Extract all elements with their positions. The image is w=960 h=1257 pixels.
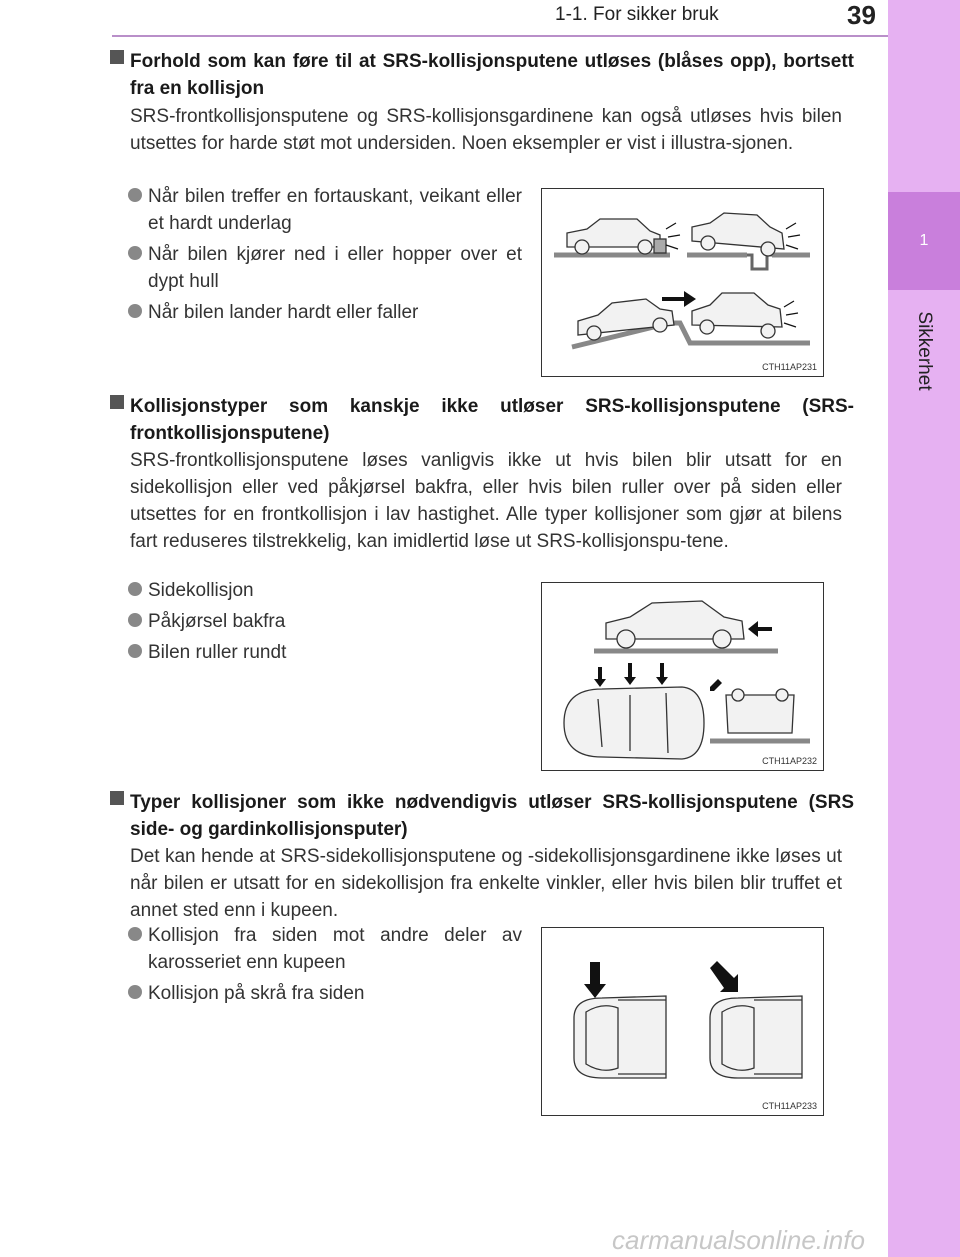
bullet-dot-icon (128, 188, 142, 202)
chapter-label: Sikkerhet (914, 311, 935, 391)
bullet-dot-icon (128, 246, 142, 260)
list-item: Når bilen lander hardt eller faller (128, 299, 522, 326)
list-item: Når bilen treffer en fortauskant, veikant eller et hardt underlag (128, 183, 522, 237)
running-header-section: 1-1. For sikker bruk (555, 4, 719, 25)
heading-square-icon (110, 791, 124, 805)
chapter-number-tab[interactable]: 1 (888, 192, 960, 290)
list-item: Sidekollisjon (128, 577, 522, 604)
bullet-list-1 (128, 183, 522, 330)
section-heading-3: Typer kollisjoner som ikke nødvendigvis utløser SRS-kollisjonsputene (SRS side- og gardinkollisjonsputer) (110, 789, 854, 843)
section-heading-2: Kollisjonstyper som kanskje ikke utløser SRS-kollisjonsputene (SRS-frontkollisjonsputene) (110, 393, 854, 447)
bullet-dot-icon (128, 644, 142, 658)
non-frontal-collisions-illustration (542, 583, 823, 770)
underbody-impact-illustration (542, 189, 823, 376)
list-item: Kollisjon fra siden mot andre deler av karosseriet enn kupeen (128, 922, 522, 976)
figure-non-frontal-collisions (541, 582, 824, 771)
list-item: Når bilen kjører ned i eller hopper over et dypt hull (128, 241, 522, 295)
list-item: Påkjørsel bakfra (128, 608, 522, 635)
bullet-dot-icon (128, 985, 142, 999)
bullet-dot-icon (128, 304, 142, 318)
figure-code: CTH11AP231 (762, 362, 817, 372)
heading-square-icon (110, 395, 124, 409)
list-item: Kollisjon på skrå fra siden (128, 980, 522, 1007)
page-number: 39 (847, 0, 876, 30)
watermark: carmanualsonline.info (612, 1225, 865, 1255)
figure-underbody-impact (541, 188, 824, 377)
figure-code: CTH11AP232 (762, 756, 817, 766)
bullet-dot-icon (128, 613, 142, 627)
bullet-dot-icon (128, 927, 142, 941)
bullet-list-2 (128, 577, 522, 670)
bullet-dot-icon (128, 582, 142, 596)
section-heading-1: Forhold som kan føre til at SRS-kollisjonsputene utløses (blåses opp), bortsett fra en kollisjon (110, 48, 854, 102)
list-item: Bilen ruller rundt (128, 639, 522, 666)
section-body-2: SRS-frontkollisjonsputene løses vanligvis ikke ut hvis bilen blir utsatt for en sidekollisjon eller ved påkjørsel bakfra, eller hvis bilen ruller over på siden eller utsettes for en frontkollisjon i lav hastighet. Alle typer kollisjoner som gjør at bilens fart reduseres tilstrekkelig, kan imidlertid løse ut SRS-kollisjonspu-tene. (130, 450, 842, 552)
heading-square-icon (110, 50, 124, 64)
chapter-side-tab (888, 0, 960, 1257)
figure-code: CTH11AP233 (762, 1101, 817, 1111)
section-body-3: Det kan hende at SRS-sidekollisjonsputene og -sidekollisjonsgardinene ikke løses ut når bilen er utsatt for en sidekollisjon fra enkelte vinkler, eller hvis bilen blir truffet et annet sted enn i kupeen. (130, 846, 842, 921)
bullet-list-3 (128, 922, 522, 1011)
header-rule (112, 35, 888, 37)
section-body-1: SRS-frontkollisjonsputene og SRS-kollisjonsgardinene kan også utløses hvis bilen utsettes for harde støt mot undersiden. Noen eksempler er vist i illustra-sjonen. (130, 106, 842, 154)
side-angle-collisions-illustration (542, 928, 823, 1115)
figure-side-angle-collisions (541, 927, 824, 1116)
